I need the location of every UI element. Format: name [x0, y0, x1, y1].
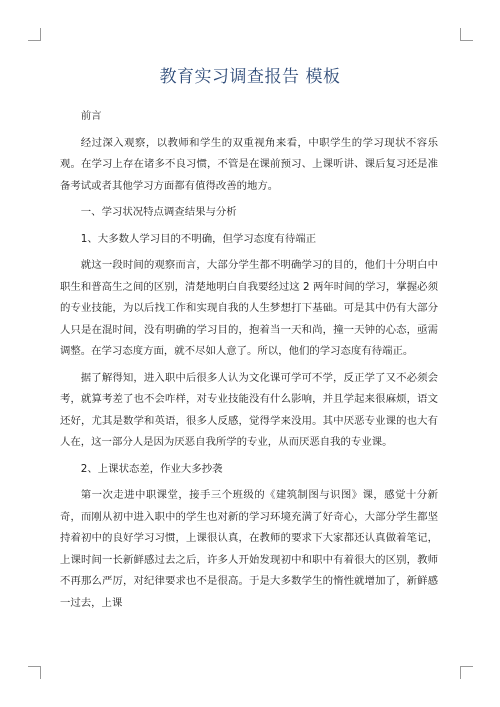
crop-mark-bottom-left	[28, 666, 41, 679]
section-heading: 一、学习状况特点调查结果与分析	[80, 206, 237, 218]
crop-mark-bottom-right	[460, 666, 473, 679]
document-body	[60, 106, 438, 614]
document-title: 教育实习调查报告 模板	[159, 67, 341, 87]
body-paragraph: 就这一段时间的观察而言，大部分学生都不明确学习的目的，他们十分明白中职生和普高生之间的区别，清楚地明白自我要经过这 2 两年时间的学习，掌握必须的专业技能，为以后找工作和实现自我的人生梦想打下基础。可是其中仍有大部分人只是在混时间，没有明确的学习目的，抱着当一天和尚，撞一天钟的心态，亟需调整。在学习态度方面，就不尽如人意了。所以，他们的学习态度有待端正。	[60, 259, 438, 357]
body-paragraph: 第一次走进中职课堂，接手三个班级的《建筑制图与识图》课，感觉十分新奇，而刚从初中进入职中的学生也对新的学习环境充满了好奇心，大部分学生都坚持着初中的良好学习习惯，上课很认真，在教师的要求下大家都还认真做着笔记，上课时间一长新鲜感过去之后，许多人开始发现初中和职中有着很大的区别，教师不再那么严厉，对纪律要求也不是很高。于是大多数学生的惰性就增加了，新鲜感一过去，上课	[60, 489, 438, 609]
subsection-heading: 2、上课状态差，作业大多抄袭	[80, 462, 223, 475]
subsection-heading: 1、大多数人学习目的不明确，但学习态度有待端正	[80, 232, 316, 245]
intro-paragraph: 经过深入观察，以教师和学生的双重视角来看，中职学生的学习现状不容乐观。在学习上存在诸多不良习惯，不管是在课前预习、上课听讲、课后复习还是准备考试或者其他学习方面都有值得改善的地方。	[60, 136, 438, 192]
crop-mark-top-left	[28, 28, 41, 41]
crop-mark-top-right	[460, 28, 473, 41]
foreword-heading: 前言	[80, 110, 102, 122]
body-paragraph: 据了解得知，进入职中后很多人认为文化课可学可不学，反正学了又不必须会考，就算考差了也不会咋样，对专业技能没有什么影响，并且学起来很麻烦，语文还好，尤其是数学和英语，很多人反感，觉得学来没用。其中厌恶专业课的也大有人在，这一部分人是因为厌恶自我所学的专业，从而厌恶自我的专业课。	[60, 371, 438, 448]
